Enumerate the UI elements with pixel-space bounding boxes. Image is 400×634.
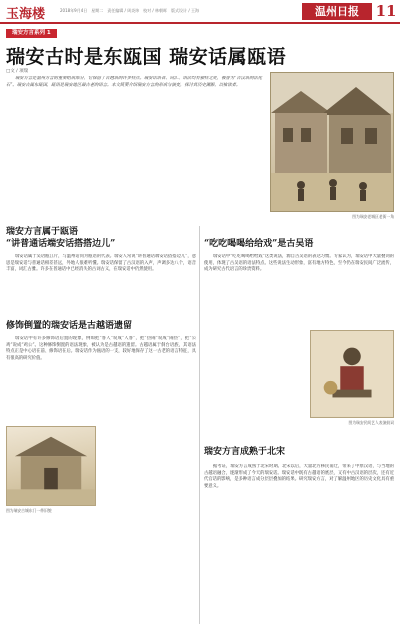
folk-performer-drawing — [311, 331, 393, 417]
figure-caption-2: 图为瑞安民间艺人表演鼓词 — [348, 420, 394, 425]
issue-meta: 2018年9月4日 星期二 责任编辑 / 周炎炜 校对 / 林朝晖 版式设计 / 王海 — [60, 8, 199, 13]
section-title-2: “吃吃喝喝给给戏”是古吴语 — [204, 239, 314, 249]
section-body-2 — [204, 254, 394, 324]
city-gate-drawing — [7, 427, 95, 505]
page-number: 11 — [375, 2, 397, 20]
street-illustration — [271, 73, 394, 212]
column-divider — [199, 226, 200, 624]
section-body-4 — [204, 464, 394, 624]
section-title-4: 瑞安方言成熟于北宋 — [204, 447, 286, 457]
section-body-4-text: 据考证，瑞安方言成熟于北宋时期。北宋以后，大量北方移民南迁，带来了中原汉语，与当地的古越语融合，逐渐形成了今天的瑞安话。瑞安话中既有古越语的底层，又有中古汉语的层次，还有近代官话的影响，是多种语言成分层层叠加的结果。研究瑞安方言，对了解温州地区的历史文化具有重要意义。 — [204, 464, 394, 489]
section-title-3: 修饰倒置的瑞安话是古越语遗留 — [6, 321, 133, 331]
section-body-2-text: 瑞安话中“吃吃喝喝给给戏”这类说法，源自古吴语的表达习惯。专家认为，瑞安话中大量叠词的使用，体现了古吴语的语法特点。这些说法生动形象，富有地方特色，至今仍在瑞安民间广泛流传，成为研究古代语言的珍贵资料。 — [204, 254, 394, 273]
headline: 瑞安古时是东瓯国 瑞安话属瓯语 — [6, 46, 287, 68]
section-body-1 — [6, 254, 196, 312]
lead-paragraph — [6, 76, 266, 138]
masthead-bar — [0, 0, 400, 24]
section-body-3-text: 瑞安话中有许多修饰语后置的现象，例如把“客人”说成“人客”，把“热闹”说成“闹热”，把“公鸡”说成“鸡公”。这种修饰倒置的语法现象，被认为是古越语的遗留。古越语属于侗台语族，其语法特点正是中心语在前、修饰语在后。瑞安话作为瓯语的一支，较好地保存了这一古老的语言特征，具有很高的研究价值。 — [6, 336, 196, 361]
series-kicker: 瑞安方言系列 1 — [6, 29, 57, 38]
folk-art-illustration — [310, 330, 394, 418]
old-city-illustration — [6, 426, 96, 506]
section-title-1: 瑞安方言属于瓯语 “讲普通话端安话搭搭边儿” — [6, 227, 116, 249]
section-body-3 — [6, 336, 196, 420]
lead-text: 瑞安方言是温州方言的重要组成部分，它保留了古越语的许多特点。瑞安话语音、词汇、语法均有独特之处，被誉为“古汉语的活化石”。瑞安古属东瓯国，瓯语是瑞安地区最古老的语言。本文简要介绍瑞安方言的形成与演变，探讨其历史渊源，以飨读者。 — [6, 76, 263, 88]
section-brand: 玉海楼 — [6, 7, 46, 22]
photo-caption: 图为瑞安老城区老街一角 — [352, 214, 394, 219]
newspaper-logo: 温州日报 — [302, 3, 372, 20]
old-street-photo — [270, 72, 394, 212]
figure-caption-1: 图为瑞安古城东门一带旧貌 — [6, 508, 52, 513]
byline: □文 / 项瑞 — [6, 69, 29, 74]
section-body-1-text: 瑞安话属于吴语瓯江片，与温州话同为瓯语的代表。瑞安人常说“讲普通话端安话搭搭边儿”，意思是瑞安话与普通话相差甚远，外地人很难听懂。瑞安话保留了古汉语的入声，声调多达八个，语音丰富，词汇古雅。许多在普通话中已经消失的古词古义，在瑞安话中仍然使用。 — [6, 254, 196, 273]
